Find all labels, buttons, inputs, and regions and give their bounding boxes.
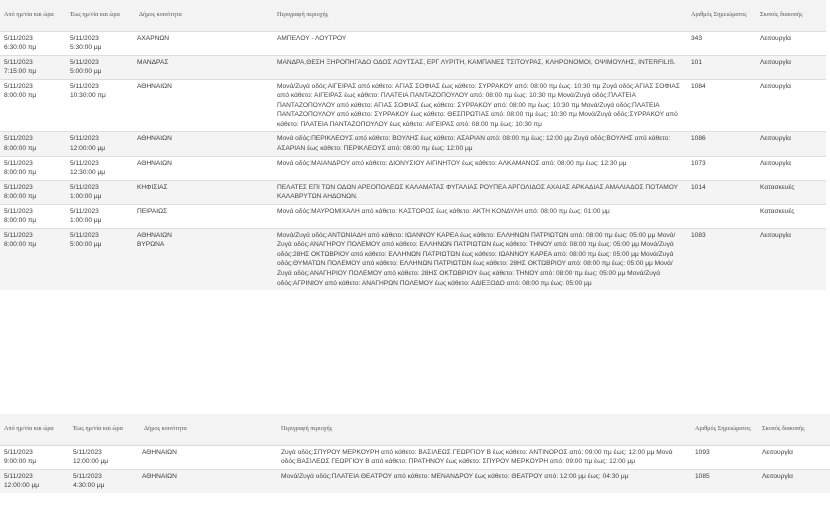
cell-municipality: [135, 156, 273, 180]
from-date: 5/11/2023: [4, 183, 33, 191]
cell-to: [66, 156, 135, 180]
table-row: [0, 469, 830, 493]
cell-description: ΜΑΝΔΡΑ,ΘΕΣΗ ΞΗΡΟΠΗΓΑΔΟ ΟΔΟΣ ΛΟΥΤΣΑΣ, ΕΡΓ ΛΥΡΙΤΗ, ΚΑΜΠΑΝΕΣ ΤΣΙΤΟΥΡΑΣ, ΚΛΗΡΟΝΟΜΟΙ, ΟΨΙΜΟΥΛΗΣ, INTERFILIS.: [273, 55, 687, 79]
table-row: [0, 55, 826, 79]
from-date: 5/11/2023: [4, 472, 33, 480]
cell-municipality: [135, 180, 273, 204]
to-time: 1:00:00 μμ: [70, 193, 102, 201]
cell-to: [66, 55, 135, 79]
cell-reason: Λειτουργία: [756, 156, 826, 180]
from-date: 5/11/2023: [4, 231, 33, 239]
to-date: 5/11/2023: [70, 207, 99, 215]
table-row: [0, 132, 826, 156]
cell-from: [0, 204, 66, 228]
from-time: 8:00:00 πμ: [4, 92, 37, 100]
to-time: 12:30:00 μμ: [70, 169, 106, 177]
municipality: ΑΘΗΝΑΙΩΝ: [137, 231, 172, 239]
municipality: ΑΘΗΝΑΙΩΝ: [137, 135, 172, 143]
cell-to: [66, 180, 135, 204]
cell-number: 1093: [691, 445, 758, 469]
table-row: [0, 445, 830, 469]
to-date: 5/11/2023: [70, 159, 99, 167]
table-header-row: [0, 0, 826, 31]
cell-reason: Λειτουργία: [756, 79, 826, 132]
cell-municipality: [135, 228, 273, 290]
table-row: [0, 79, 826, 132]
cell-reason: Λειτουργία: [756, 31, 826, 55]
cell-reason: Κατασκευές: [756, 204, 826, 228]
municipality-secondary: ΒΥΡΩΝΑ: [137, 241, 165, 249]
from-time: 8:00:00 πμ: [4, 169, 37, 177]
to-time: 5:00:00 μμ: [70, 241, 102, 249]
cell-description: Μονά οδός:ΜΑΙΑΝΔΡΟΥ από κάθετο: ΔΙΟΝΥΣΙΟΥ ΑΙΓΙΝΗΤΟΥ έως κάθετο: ΑΛΚΑΜΑΝΟΣ από: 08:00 πμ έως: 12:30 μμ: [273, 156, 687, 180]
to-time: 5:30:00 μμ: [70, 44, 102, 52]
to-time: 4:30:00 μμ: [73, 482, 105, 490]
to-time: 10:30:00 πμ: [70, 92, 106, 100]
from-time: 8:00:00 πμ: [4, 144, 37, 152]
cell-description: Ζυγά οδός:ΣΠΥΡΟΥ ΜΕΡΚΟΥΡΗ από κάθετο: ΒΑΣΙΛΕΩΣ ΓΕΩΡΓΙΟΥ Β έως κάθετο: ΑΝΤΙΝΟΡΟΣ από: 09:00 πμ έως: 12:00 μμ Μονά οδός:ΒΑΣΙΛΕΩΣ ΓΕΩΡΓΙΟΥ Β από κάθετο: ΠΡΑΤΗΝΟΥ έως κάθετο: ΣΠΥΡΟΥ ΜΕΡΚΟΥΡΗ από: 09:00 πμ έως: 12:00 μμ: [277, 445, 691, 469]
outages-table: [0, 414, 830, 493]
table-row: [0, 204, 826, 228]
cell-reason: Λειτουργία: [756, 55, 826, 79]
cell-number: 1084: [687, 79, 756, 132]
cell-description: ΠΕΛΑΤΕΣ ΕΠΙ ΤΩΝ ΟΔΩΝ ΑΡΕΟΠΟΛΕΩΣ ΚΑΛΑΜΑΤΑΣ ΦΥΓΑΛΙΑΣ ΡΟΥΠΕΑ ΑΡΓΟΛΙΔΟΣ ΑΧΑΙΑΣ ΑΡΚΑΔΙΑΣ ΑΜΑΛΙΑΔΟΣ ΠΟΤΑΜΟΥ ΚΑΛΑΒΡΥΤΩΝ ΑΗΔΟΝΩΝ.: [273, 180, 687, 204]
cell-number: 1073: [687, 156, 756, 180]
cell-municipality: [135, 55, 273, 79]
cell-municipality: [135, 31, 273, 55]
from-time: 8:00:00 πμ: [4, 241, 37, 249]
from-time: 8:00:00 πμ: [4, 217, 37, 225]
table-row: [0, 156, 826, 180]
to-time: 5:00:00 μμ: [70, 68, 102, 76]
cell-description: Μονά/Ζυγά οδός:ΑΝΤΩΝΙΑΔΗ από κάθετο: ΙΩΑΝΝΟΥ ΚΑΡΕΑ έως κάθετο: ΕΛΛΗΝΩΝ ΠΑΤΡΙΩΤΩΝ από: 08:00 πμ έως: 05:00 μμ Μονά/Ζυγά οδός:ΑΝΑΓΗΡΟΥ ΠΟΛΕΜΟΥ από κάθετο: ΕΛΛΗΝΩΝ ΠΑΤΡΙΩΤΩΝ έως κάθετο: ΤΗΝΟΥ από: 08:00 πμ έως: 05:00 μμ Μονά/Ζυγά οδός:28ΗΣ ΟΚΤΩΒΡΙΟΥ από κάθετο: ΕΛΛΗΝΩΝ ΠΑΤΡΙΩΤΩΝ έως κάθετο: ΙΩΑΝΝΟΥ ΚΑΡΕΑ από: 08:00 πμ έως: 05:00 μμ Μονά/Ζυγά οδός:ΘΥΜΑΤΩΝ ΠΟΛΕΜΟΥ από κάθετο: ΕΛΛΗΝΩΝ ΠΑΤΡΙΩΤΩΝ έως κάθετο: 28ΗΣ ΟΚΤΩΒΡΙΟΥ από: 08:00 πμ έως: 05:00 μμ Μονά/Ζυγά οδός:ΑΝΑΓΗΡΙΟΥ ΠΟΛΕΜΟΥ από κάθετο: 28ΗΣ ΟΚΤΩΒΡΙΟΥ έως κάθετο: ΤΗΝΟΥ από: 08:00 πμ έως: 05:00 μμ Μονά/Ζυγά οδός:ΑΓΡΙΝΙΟΥ από κάθετο: ΑΝΑΓΗΡΩΝ ΠΟΛΕΜΟΥ έως κάθετο: ΑΔΙΕΞΟΔΟ από: 08:00 πμ έως: 05:00 μμ: [273, 228, 687, 290]
cell-description: ΑΜΠΕΛΟΥ - ΛΟΥΤΡΟΥ: [273, 31, 687, 55]
from-date: 5/11/2023: [4, 135, 33, 143]
outages-table-panel-2: [0, 414, 830, 518]
cell-from: [0, 445, 69, 469]
cell-number: 343: [687, 31, 756, 55]
header-number[interactable]: Αριθμός Σημειώματος: [691, 414, 758, 445]
header-from[interactable]: Από ημ/νία και ώρα: [0, 414, 69, 445]
to-date: 5/11/2023: [73, 472, 102, 480]
cell-municipality: [140, 469, 277, 493]
cell-description: Μονά οδός:ΜΑΥΡΟΜΙΧΑΛΗ από κάθετο: ΚΑΣΤΟΡΟΣ έως κάθετο: ΑΚΤΗ ΚΟΝΔΥΛΗ από: 08:00 πμ έως: 01:00 μμ: [273, 204, 687, 228]
cell-municipality: [140, 445, 277, 469]
municipality: ΠΕΙΡΑΙΩΣ: [137, 207, 168, 215]
cell-to: [69, 469, 140, 493]
to-date: 5/11/2023: [70, 82, 99, 90]
cell-municipality: [135, 204, 273, 228]
cell-description: Μονά/Ζυγά οδός:ΑΙΓΕΙΡΑΣ από κάθετο: ΑΓΙΑΣ ΣΟΦΙΑΣ έως κάθετο: ΣΥΡΡΑΚΟΥ από: 08:00 πμ έως: 10:30 πμ Ζυγά οδός:ΑΓΙΑΣ ΣΟΦΙΑΣ από κάθετο: ΑΙΓΕΙΡΑΣ έως κάθετο: ΠΛΑΤΕΙΑ ΠΑΝΤΑΖΟΠΟΥΛΟΥ από: 08:00 πμ έως: 10:30 πμ Μονά/Ζυγά οδός:ΠΛΑΤΕΙΑ ΠΑΝΤΑΖΟΠΟΥΛΟΥ από κάθετο: ΑΓΙΑΣ ΣΟΦΙΑΣ έως κάθετο: ΣΥΡΡΑΚΟΥ από: 08:00 πμ έως: 10:30 πμ Μονά/Ζυγά οδός:ΠΛΑΤΕΙΑ ΠΑΝΤΑΖΟΠΟΥΛΟΥ από κάθετο: ΣΥΡΡΑΚΟΥ έως κάθετο: ΘΕΣΠΡΩΤΙΑΣ από: 08:00 πμ έως: 10:30 πμ Μονά/Ζυγά οδός:ΣΥΡΡΑΚΟΥ από κάθετο: ΠΛΑΤΕΙΑ ΠΑΝΤΑΖΟΠΟΥΛΟΥ έως κάθετο: ΑΙΓΕΙΡΑΣ από: 08:00 πμ έως: 10:30 πμ: [273, 79, 687, 132]
cell-from: [0, 156, 66, 180]
cell-to: [66, 79, 135, 132]
cell-number: 1086: [687, 132, 756, 156]
section-gap: [0, 372, 830, 414]
cell-to: [66, 31, 135, 55]
table-row: [0, 180, 826, 204]
cell-from: [0, 55, 66, 79]
from-date: 5/11/2023: [4, 82, 33, 90]
from-date: 5/11/2023: [4, 58, 33, 66]
table-body: [0, 31, 826, 290]
table-row: [0, 31, 826, 55]
from-date: 5/11/2023: [4, 448, 33, 456]
cell-reason: Λειτουργία: [756, 132, 826, 156]
table-header-row: [0, 414, 830, 445]
municipality: ΑΘΗΝΑΙΩΝ: [137, 159, 172, 167]
cell-number: 1014: [687, 180, 756, 204]
from-time: 8:00:00 πμ: [4, 193, 37, 201]
header-from[interactable]: Από ημ/νία και ώρα: [0, 0, 66, 31]
cell-number: [687, 204, 756, 228]
to-date: 5/11/2023: [70, 34, 99, 42]
cell-number: 1085: [691, 469, 758, 493]
cell-description: Μονά οδός:ΠΕΡΙΚΛΕΟΥΣ από κάθετο: ΒΟΥΛΗΣ έως κάθετο: ΑΣΑΡΙΑΝ από: 08:00 πμ έως: 12:00 μμ Ζυγά οδός:ΒΟΥΛΗΣ από κάθετο: ΑΣΑΡΙΑΝ έως κάθετο: ΠΕΡΙΚΛΕΟΥΣ από: 08:00 πμ έως: 12:00 μμ: [273, 132, 687, 156]
from-date: 5/11/2023: [4, 159, 33, 167]
cell-from: [0, 469, 69, 493]
cell-reason: Λειτουργία: [756, 228, 826, 290]
municipality: ΑΧΑΡΝΩΝ: [137, 34, 170, 42]
cell-description: Μονά/Ζυγά οδός:ΠΛΑΤΕΙΑ ΘΕΑΤΡΟΥ από κάθετο: ΜΕΝΑΝΔΡΟΥ έως κάθετο: ΘΕΑΤΡΟΥ από: 12:00 μμ έως: 04:30 μμ: [277, 469, 691, 493]
from-time: 9:00:00 πμ: [4, 458, 37, 466]
cell-number: 1083: [687, 228, 756, 290]
cell-from: [0, 180, 66, 204]
to-date: 5/11/2023: [70, 58, 99, 66]
cell-municipality: [135, 132, 273, 156]
header-description[interactable]: Περιγραφή περιοχής: [277, 414, 691, 445]
municipality: ΑΘΗΝΑΙΩΝ: [142, 448, 177, 456]
cell-municipality: [135, 79, 273, 132]
cell-to: [66, 132, 135, 156]
cell-from: [0, 228, 66, 290]
from-date: 5/11/2023: [4, 34, 33, 42]
cell-number: 101: [687, 55, 756, 79]
cell-to: [66, 228, 135, 290]
municipality: ΑΘΗΝΑΙΩΝ: [142, 472, 177, 480]
header-municipality[interactable]: Δήμος κοινότητα: [135, 0, 273, 31]
cell-to: [66, 204, 135, 228]
to-date: 5/11/2023: [70, 183, 99, 191]
to-date: 5/11/2023: [70, 231, 99, 239]
table-body: [0, 445, 830, 493]
header-to[interactable]: Έως ημ/νία και ώρα: [69, 414, 140, 445]
cell-from: [0, 79, 66, 132]
from-date: 5/11/2023: [4, 207, 33, 215]
cell-reason: Λειτουργία: [758, 469, 830, 493]
header-reason[interactable]: Σκοπός διακοπής: [758, 414, 830, 445]
header-number[interactable]: Αριθμός Σημειώματος: [687, 0, 756, 31]
table-row: [0, 228, 826, 290]
to-time: 12:00:00 μμ: [70, 144, 106, 152]
from-time: 12:00:00 μμ: [4, 482, 40, 490]
header-municipality[interactable]: Δήμος κοινότητα: [140, 414, 277, 445]
header-to[interactable]: Έως ημ/νία και ώρα: [66, 0, 135, 31]
cell-to: [69, 445, 140, 469]
from-time: 6:30:00 πμ: [4, 44, 37, 52]
to-date: 5/11/2023: [73, 448, 102, 456]
to-date: 5/11/2023: [70, 135, 99, 143]
from-time: 7:15:00 πμ: [4, 68, 37, 76]
municipality: ΑΘΗΝΑΙΩΝ: [137, 82, 172, 90]
header-description[interactable]: Περιγραφή περιοχής: [273, 0, 687, 31]
cell-reason: Κατασκευές: [756, 180, 826, 204]
to-time: 12:00:00 μμ: [73, 458, 109, 466]
to-time: 1:00:00 μμ: [70, 217, 102, 225]
cell-reason: Λειτουργία: [758, 445, 830, 469]
municipality: ΚΗΦΙΣΙΑΣ: [137, 183, 168, 191]
cell-from: [0, 132, 66, 156]
municipality: ΜΑΝΔΡΑΣ: [137, 58, 169, 66]
cell-from: [0, 31, 66, 55]
header-reason[interactable]: Σκοπός διακοπής: [756, 0, 826, 31]
